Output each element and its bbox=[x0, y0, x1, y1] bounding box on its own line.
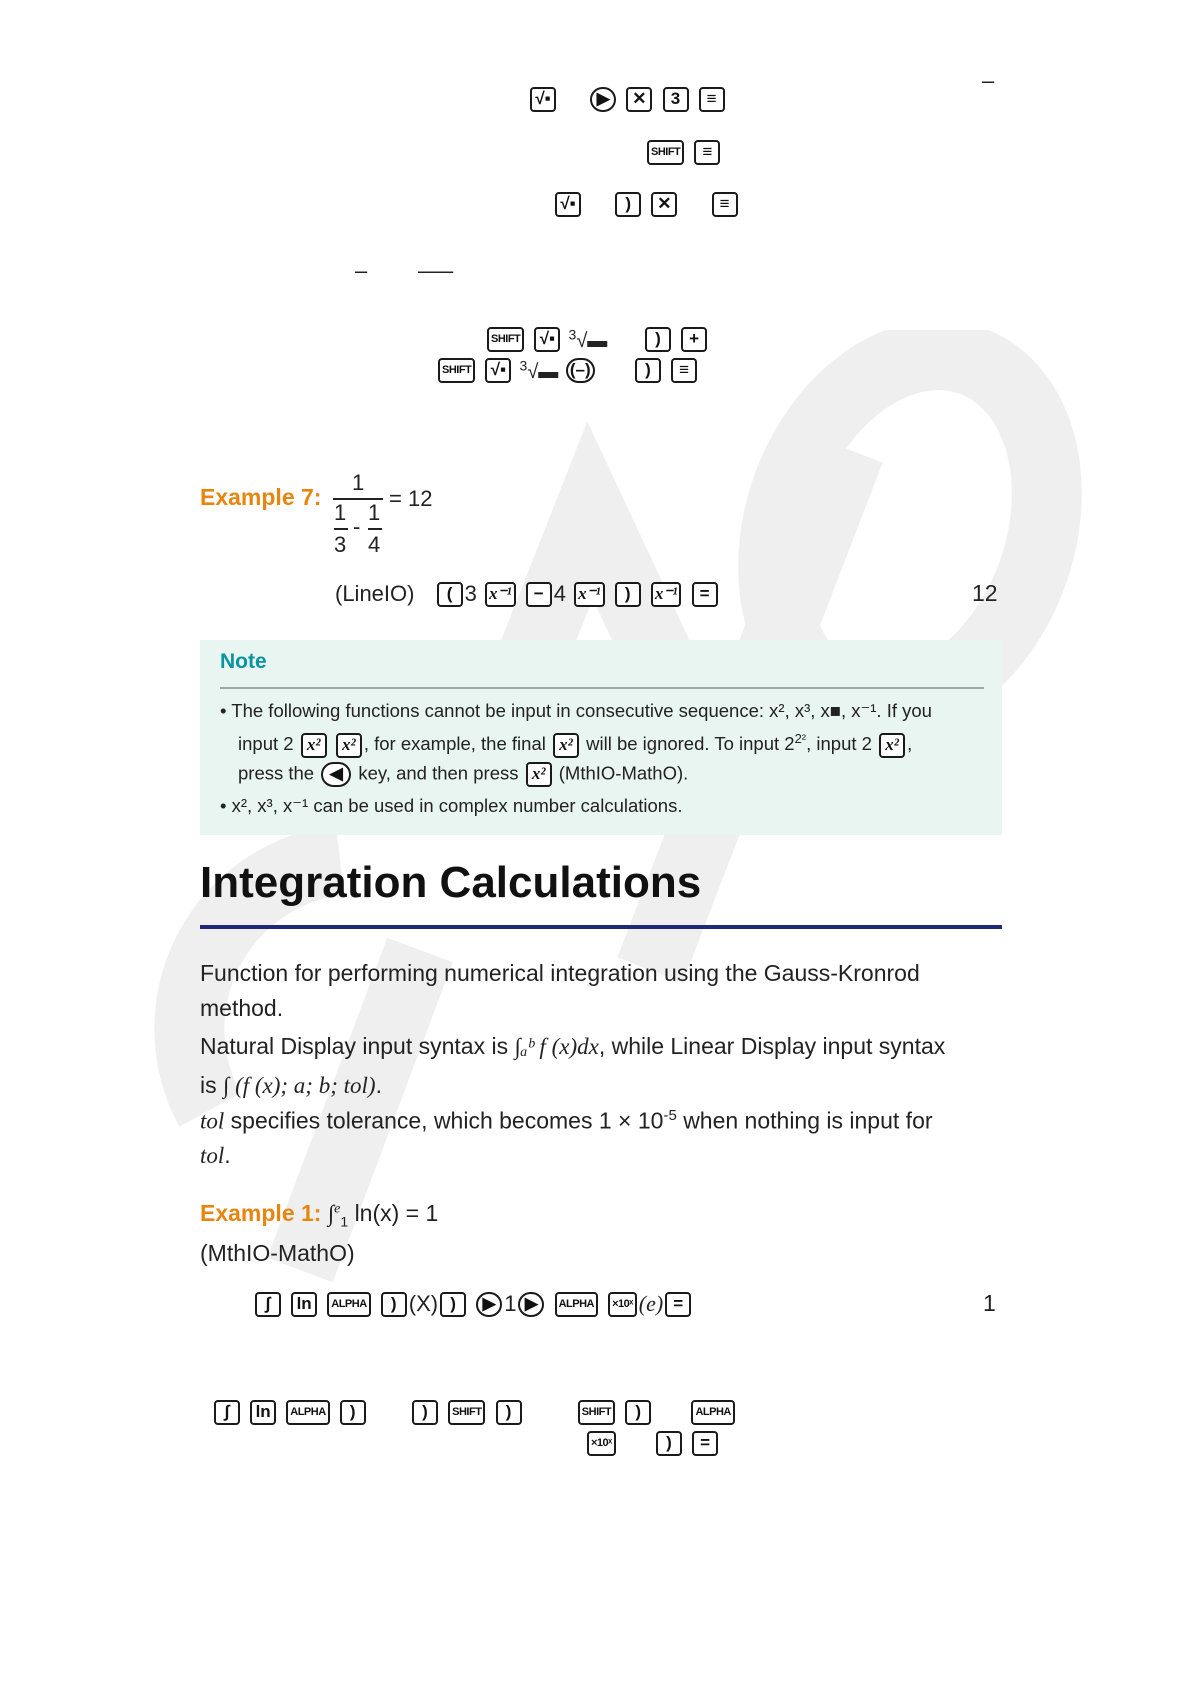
example-7-equals: = 12 bbox=[389, 486, 433, 511]
note-title: Note bbox=[220, 650, 267, 673]
key-row-1 bbox=[528, 85, 727, 112]
right-arrow-key[interactable]: ▶ bbox=[476, 1292, 502, 1317]
para-4: tol specifies tolerance, which becomes $1 \times 10^{-5}$ when nothing is input for bbox=[200, 1107, 933, 1134]
ln-key[interactable]: ln bbox=[250, 1400, 276, 1425]
example-1-line: Example 1: ∫$^e_1$ ln(x) = 1 bbox=[200, 1200, 439, 1230]
sqrt-key[interactable]: √▪ bbox=[534, 327, 560, 352]
shift-key[interactable]: SHIFT bbox=[487, 327, 524, 352]
close-paren-key[interactable]: ) bbox=[615, 582, 641, 607]
equals-key[interactable]: ≡ bbox=[694, 140, 720, 165]
digit-4: 4 bbox=[553, 581, 566, 607]
example-1-key-sequence bbox=[253, 1290, 693, 1317]
shift-key[interactable]: SHIFT bbox=[448, 1400, 485, 1425]
close-paren-key[interactable]: ) bbox=[381, 1292, 407, 1317]
frac-top: 1 bbox=[352, 470, 365, 495]
close-paren-key[interactable]: ) bbox=[656, 1431, 682, 1456]
x-squared-key[interactable]: x² bbox=[526, 762, 552, 787]
x-squared-key[interactable]: x² bbox=[336, 733, 362, 758]
digit-1: 1 bbox=[504, 1291, 517, 1317]
alpha-key[interactable]: ALPHA bbox=[286, 1400, 329, 1425]
linear-key-row-2 bbox=[585, 1429, 720, 1456]
integral-key[interactable]: ∫ bbox=[255, 1292, 281, 1317]
right-arrow-key[interactable]: ▶ bbox=[590, 87, 616, 112]
ln-key[interactable]: ln bbox=[291, 1292, 317, 1317]
close-paren-key[interactable]: ) bbox=[440, 1292, 466, 1317]
shift-key[interactable]: SHIFT bbox=[438, 358, 475, 383]
open-paren-key[interactable]: ( bbox=[437, 582, 463, 607]
left-arrow-key[interactable]: ◀ bbox=[321, 762, 351, 787]
digit-3: 3 bbox=[464, 581, 477, 607]
inner-left-den: 3 bbox=[334, 532, 347, 557]
key-row-2 bbox=[645, 138, 722, 165]
mode-label: (LineIO) bbox=[335, 581, 415, 607]
equals-key[interactable]: ≡ bbox=[671, 358, 697, 383]
inner-left-num: 1 bbox=[334, 500, 347, 525]
fraction-dash-long: — bbox=[418, 258, 454, 283]
example-1-label: Example 1: bbox=[200, 1200, 322, 1226]
key-row-5 bbox=[436, 356, 699, 384]
equals-key[interactable]: = bbox=[665, 1292, 691, 1317]
close-paren-key[interactable]: ) bbox=[645, 327, 671, 352]
multiply-key[interactable]: ✕ bbox=[626, 87, 652, 112]
top-result-dash: – bbox=[982, 68, 995, 93]
inner-left-bar bbox=[334, 528, 348, 530]
para-2: Natural Display input syntax is ∫ₐᵇ f (x)dx, while Linear Display input syntax bbox=[200, 1033, 946, 1059]
example-7-label: Example 7: bbox=[200, 484, 322, 510]
section-heading: Integration Calculations bbox=[200, 858, 702, 907]
integral-key[interactable]: ∫ bbox=[214, 1400, 240, 1425]
para-1-line-2: method. bbox=[200, 995, 284, 1021]
heading-underline bbox=[200, 925, 1002, 929]
x-squared-key[interactable]: x² bbox=[553, 733, 579, 758]
x-squared-key[interactable]: x² bbox=[879, 733, 905, 758]
cube-root-label: $^3$√▬ bbox=[519, 356, 564, 383]
key-row-4 bbox=[485, 325, 709, 353]
note-line-3: press the ◀ key, and then press x² (MthIO-MathO). bbox=[238, 762, 688, 787]
close-paren-key[interactable]: ) bbox=[625, 1400, 651, 1425]
digit-3-key[interactable]: 3 bbox=[663, 87, 689, 112]
x-inverse-key[interactable]: x⁻¹ bbox=[574, 582, 605, 607]
multiply-key[interactable]: ✕ bbox=[651, 192, 677, 217]
note-divider bbox=[220, 687, 984, 689]
x-label: (X) bbox=[408, 1291, 439, 1317]
minus-key[interactable]: − bbox=[526, 582, 552, 607]
note-line-2: input 2 x² x² , for example, the final x² will be ignored. To input $2^{2^2}$, input 2 x² , bbox=[238, 731, 912, 758]
inner-right-num: 1 bbox=[368, 500, 381, 525]
inner-right-den: 4 bbox=[368, 532, 381, 557]
alpha-key[interactable]: ALPHA bbox=[555, 1292, 598, 1317]
shift-key[interactable]: SHIFT bbox=[578, 1400, 615, 1425]
fraction-dash-small: – bbox=[355, 258, 368, 283]
alpha-key[interactable]: ALPHA bbox=[327, 1292, 370, 1317]
x-squared-key[interactable]: x² bbox=[301, 733, 327, 758]
close-paren-key[interactable]: ) bbox=[496, 1400, 522, 1425]
key-row-3 bbox=[553, 190, 740, 217]
inner-right-bar bbox=[368, 528, 382, 530]
x10-key[interactable]: ×10ˣ bbox=[587, 1431, 616, 1456]
x10-key[interactable]: ×10ˣ bbox=[608, 1292, 637, 1317]
sqrt-key[interactable]: √▪ bbox=[530, 87, 556, 112]
linear-key-row-1 bbox=[212, 1398, 737, 1425]
close-paren-key[interactable]: ) bbox=[635, 358, 661, 383]
close-paren-key[interactable]: ) bbox=[615, 192, 641, 217]
sqrt-key[interactable]: √▪ bbox=[555, 192, 581, 217]
x-inverse-key[interactable]: x⁻¹ bbox=[651, 582, 682, 607]
para-3: is ∫ (f (x); a; b; tol). bbox=[200, 1072, 382, 1098]
para-1-line-1: Function for performing numerical integration using the Gauss-Kronrod bbox=[200, 960, 920, 986]
example-1-mode: (MthIO-MathO) bbox=[200, 1240, 355, 1266]
cube-root-label: $^3$√▬ bbox=[568, 325, 613, 352]
example-1-result: 1 bbox=[983, 1290, 996, 1316]
example-7-result: 12 bbox=[972, 580, 998, 606]
equals-key[interactable]: ≡ bbox=[699, 87, 725, 112]
inner-minus: - bbox=[353, 514, 361, 539]
example-7-key-sequence bbox=[335, 580, 720, 607]
equals-key[interactable]: = bbox=[692, 582, 718, 607]
negative-key[interactable]: (–) bbox=[566, 358, 595, 383]
shift-key[interactable]: SHIFT bbox=[647, 140, 684, 165]
right-arrow-key[interactable]: ▶ bbox=[518, 1292, 544, 1317]
e-label: (e) bbox=[638, 1291, 664, 1317]
equals-key[interactable]: = bbox=[692, 1431, 718, 1456]
note-line-1: • The following functions cannot be input in consecutive sequence: x², x³, x■, x⁻¹. If you bbox=[220, 700, 932, 721]
equals-key[interactable]: ≡ bbox=[712, 192, 738, 217]
close-paren-key[interactable]: ) bbox=[412, 1400, 438, 1425]
plus-key[interactable]: + bbox=[681, 327, 707, 352]
para-5: tol. bbox=[200, 1142, 231, 1168]
sqrt-key[interactable]: √▪ bbox=[485, 358, 511, 383]
note-box bbox=[200, 640, 1002, 835]
alpha-key[interactable]: ALPHA bbox=[691, 1400, 734, 1425]
note-line-4: • x², x³, x⁻¹ can be used in complex number calculations. bbox=[220, 795, 683, 816]
x-inverse-key[interactable]: x⁻¹ bbox=[485, 582, 516, 607]
close-paren-key[interactable]: ) bbox=[340, 1400, 366, 1425]
